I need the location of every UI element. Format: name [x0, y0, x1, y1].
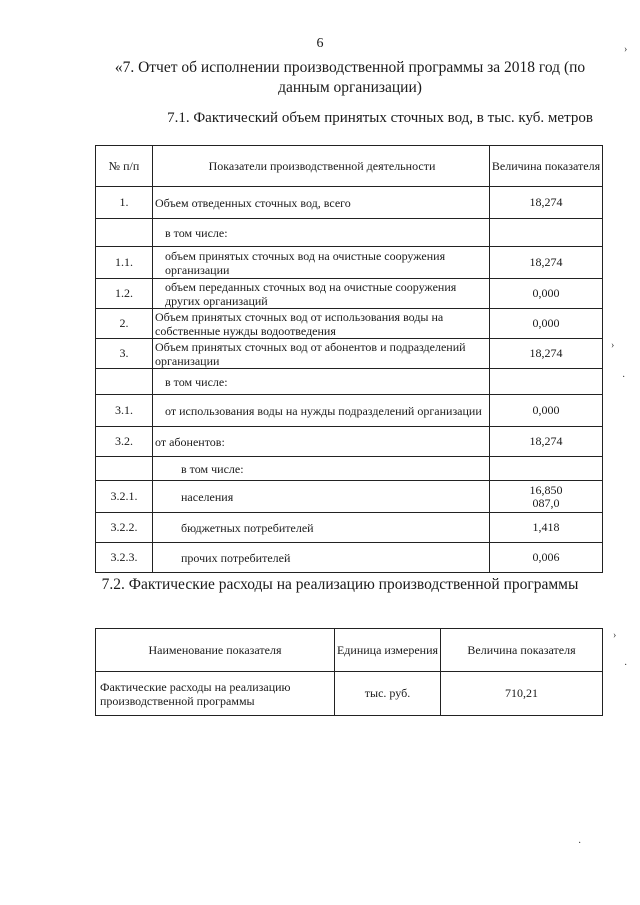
- row-label: прочих потребителей: [153, 543, 490, 573]
- program-expenses-table: [95, 628, 603, 716]
- row-value: 0,000: [490, 395, 603, 427]
- header-indicator: Показатели производственной деятельности: [153, 146, 490, 187]
- table-row: [96, 187, 603, 219]
- row-number: 3.2.2.: [96, 513, 153, 543]
- row-value-secondary: 087,0: [532, 495, 560, 510]
- row-number: 3.2.1.: [96, 481, 153, 513]
- scan-mark: ·: [624, 660, 628, 671]
- row-number: 3.1.: [96, 395, 153, 427]
- table-row: [96, 513, 603, 543]
- row-number: [96, 369, 153, 395]
- row-value: 710,21: [441, 672, 603, 716]
- table-header-row: [96, 629, 603, 672]
- row-label: от использования воды на нужды подразделений организации: [153, 395, 490, 427]
- row-value: 0,006: [490, 543, 603, 573]
- row-number: [96, 457, 153, 481]
- row-number: 3.2.3.: [96, 543, 153, 573]
- scan-mark: ›: [613, 630, 617, 641]
- table-header-row: [96, 146, 603, 187]
- row-number: 2.: [96, 309, 153, 339]
- row-number: 1.1.: [96, 247, 153, 279]
- table-row: [96, 309, 603, 339]
- table-row: [96, 339, 603, 369]
- scan-mark: ›: [624, 44, 628, 55]
- table-row: [96, 427, 603, 457]
- row-number: 3.: [96, 339, 153, 369]
- table-row: [96, 279, 603, 309]
- row-value-primary: 16,850: [529, 482, 563, 497]
- table-row: [96, 369, 603, 395]
- table-row: [96, 219, 603, 247]
- row-label: в том числе:: [153, 457, 490, 481]
- scan-mark: ·: [578, 838, 582, 849]
- row-value: 0,000: [490, 279, 603, 309]
- row-value: [490, 457, 603, 481]
- header-value: Величина показателя: [490, 146, 603, 187]
- scan-mark: ›: [611, 340, 615, 351]
- row-label: Объем отведенных сточных вод, всего: [153, 187, 490, 219]
- row-value: 18,274: [490, 247, 603, 279]
- section-1-title: 7.1. Фактический объем принятых сточных вод, в тыс. куб. метров: [167, 110, 593, 126]
- row-value: [490, 369, 603, 395]
- wastewater-volume-table: [95, 145, 603, 573]
- row-number: 3.2.: [96, 427, 153, 457]
- scan-mark: ·: [622, 372, 626, 383]
- header-name: Наименование показателя: [96, 629, 335, 672]
- row-value: 0,000: [490, 309, 603, 339]
- table-row: [96, 481, 603, 513]
- row-number: 1.: [96, 187, 153, 219]
- row-label: Объем принятых сточных вод от использования воды на собственные нужды водоотведения: [153, 309, 490, 339]
- table-row: [96, 672, 603, 716]
- row-label: объем принятых сточных вод на очистные сооружения организации: [153, 247, 490, 279]
- row-label: от абонентов:: [153, 427, 490, 457]
- row-label: населения: [153, 481, 490, 513]
- row-value: [490, 481, 603, 513]
- row-value: 18,274: [490, 339, 603, 369]
- header-number: № п/п: [96, 146, 153, 187]
- row-label: в том числе:: [153, 219, 490, 247]
- table-row: [96, 457, 603, 481]
- header-value: Величина показателя: [441, 629, 603, 672]
- document-title: «7. Отчет об исполнении производственной программы за 2018 год (по данным организации): [114, 59, 586, 96]
- table-row: [96, 543, 603, 573]
- table-row: [96, 247, 603, 279]
- row-value: [490, 219, 603, 247]
- header-unit: Единица измерения: [335, 629, 441, 672]
- section-2-title: 7.2. Фактические расходы на реализацию производственной программы: [101, 576, 579, 593]
- row-name: Фактические расходы на реализацию производственной программы: [96, 672, 335, 716]
- row-label: объем переданных сточных вод на очистные сооружения других организаций: [153, 279, 490, 309]
- row-value: 18,274: [490, 427, 603, 457]
- row-label: в том числе:: [153, 369, 490, 395]
- row-unit: тыс. руб.: [335, 672, 441, 716]
- row-number: 1.2.: [96, 279, 153, 309]
- page-number: 6: [316, 36, 324, 51]
- row-number: [96, 219, 153, 247]
- row-value: 18,274: [490, 187, 603, 219]
- row-label: бюджетных потребителей: [153, 513, 490, 543]
- row-value: 1,418: [490, 513, 603, 543]
- table-row: [96, 395, 603, 427]
- row-label: Объем принятых сточных вод от абонентов и подразделений организации: [153, 339, 490, 369]
